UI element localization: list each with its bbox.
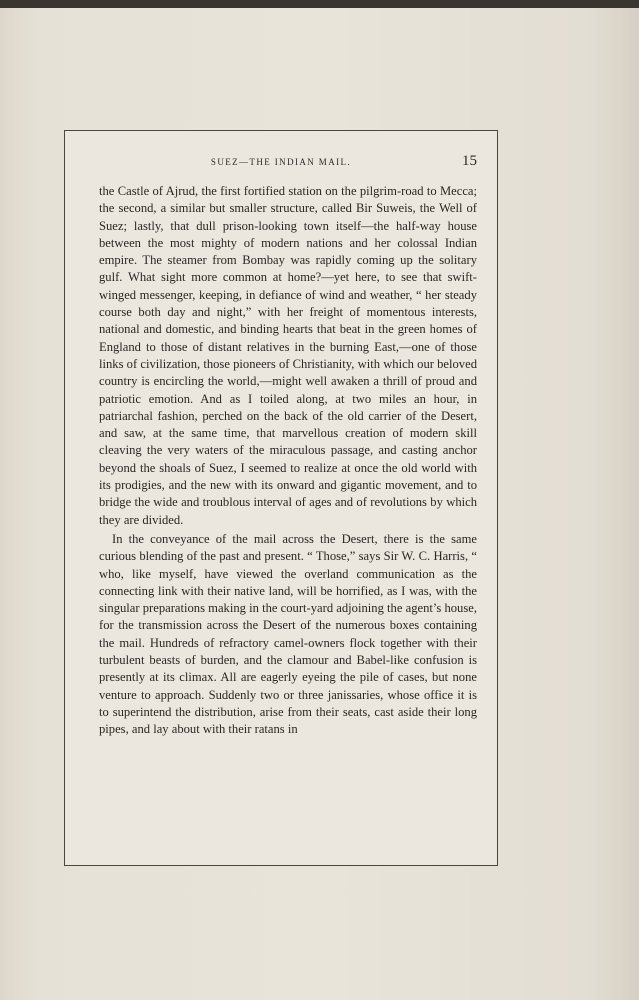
- page-number: 15: [462, 153, 477, 169]
- paragraph-2: In the conveyance of the mail across the Desert, there is the same curious blending of the past and present. “ Those,” says Sir W. C. Harris, “ who, like myself, have viewed the overland communication as the connecting link with their native land, will be horrified, as I was, with the singular preparations making in the court-yard adjoining the agent’s house, for the transmission across the Desert of the numerous boxes containing the mail. Hundreds of refractory camel-owners flock together with their turbulent beasts of burden, and the clamour and Babel-like confusion is presently at its climax. All are eagerly eyeing the pile of cases, but none venture to approach. Suddenly two or three janissaries, whose office it is to superintend the distribution, arise from their seats, cast aside their long pipes, and lay about with their ratans in: [99, 531, 477, 737]
- book-page: [0, 8, 639, 1000]
- page-header: [65, 153, 497, 173]
- running-head: SUEZ—THE INDIAN MAIL.: [210, 157, 352, 167]
- body-text: [99, 183, 477, 739]
- printed-text-block: [64, 130, 498, 866]
- paragraph-1: the Castle of Ajrud, the first fortified station on the pilgrim-road to Mecca; the second, a similar but smaller structure, called Bir Suweis, the Well of Suez; lastly, that dull prison-looking town itself—the half-way house between the most mighty of modern nations and her colossal Indian empire. The steamer from Bombay was rapidly coming up the solitary gulf. What sight more common at home?—yet here, to see that swift-winged messenger, keeping, in defiance of wind and weather, “ her steady course both day and night,” with her freight of momentous interests, national and domestic, and binding hearts that beat in the green homes of England to those of distant relatives in the burning East,—one of those links of civilization, those pioneers of Christianity, with which our beloved country is encircling the world,—might well awaken a thrill of proud and patriotic emotion. And as I toiled along, at two miles an hour, in patriarchal fashion, perched on the back of the old carrier of the Desert, and saw, at the same time, that marvellous creation of modern skill cleaving the very waters of the miraculous passage, and casting anchor beyond the shoals of Suez, I seemed to realize at once the old world with its prodigies, and the new with its onward and gigantic movement, and to bridge the wide and troublous interval of ages and of revolutions by which they are divided.: [99, 184, 477, 527]
